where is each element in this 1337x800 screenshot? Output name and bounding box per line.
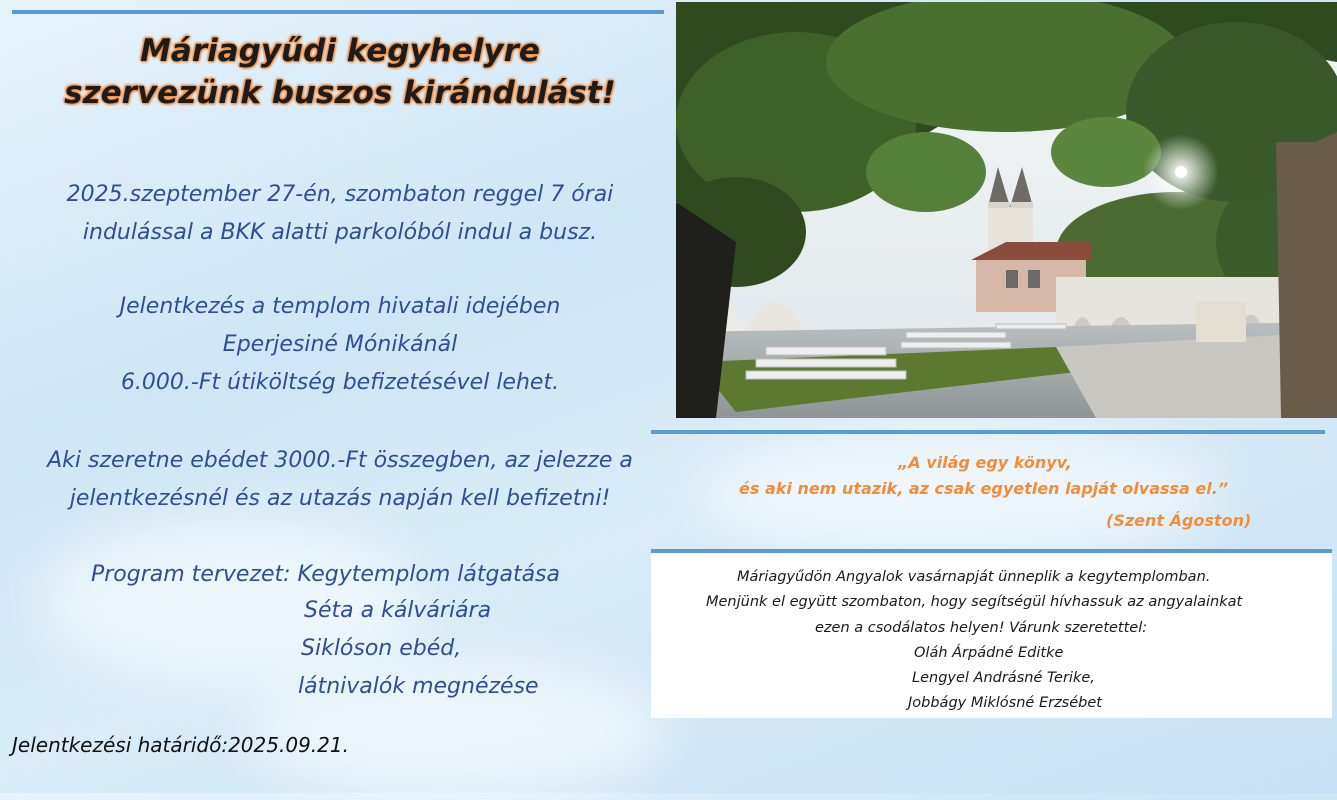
title-line-1: Máriagyűdi kegyhelyre: [140, 33, 540, 69]
program-label: Program tervezet: Kegytemplom látgatása: [91, 562, 560, 587]
quote-divider-top: [651, 430, 1325, 434]
registration-line-2: Eperjesiné Mónikánál: [222, 332, 458, 357]
signature: Lengyel Andrásné Terike,: [912, 670, 1095, 686]
lunch-line-1: Aki szeretne ebédet 3000.-Ft összegben, az jelezze a: [47, 448, 633, 473]
registration-deadline: Jelentkezési határidő:2025.09.21.: [12, 733, 349, 757]
departure-line-1: 2025.szeptember 27-én, szombaton reggel 7 órai: [66, 182, 614, 207]
registration-info: [20, 288, 660, 402]
departure-line-2: indulással a BKK alatti parkolóból indul a busz.: [82, 220, 598, 245]
top-divider: [12, 10, 664, 14]
departure-info: [20, 176, 660, 252]
program-item: Séta a kálváriára: [304, 598, 492, 623]
note-line-3: ezen a csodálatos helyen! Várunk szeretettel:: [815, 620, 1148, 636]
title-line-2: szervezünk buszos kirándulást!: [64, 75, 616, 111]
page-title: [20, 30, 660, 114]
note-line-2: Menjünk el együtt szombaton, hogy segítségül hívhassuk az angyalainkat: [706, 594, 1243, 610]
signature: Jobbágy Miklósné Erzsébet: [908, 695, 1102, 711]
quote-line-2: és aki nem utazik, az csak egyetlen lapját olvassa el.”: [739, 479, 1229, 498]
note-line-1: Máriagyűdön Angyalok vasárnapját ünneplik a kegytemplomban.: [737, 569, 1211, 585]
shrine-photo: [676, 2, 1337, 418]
quote-line-1: „A világ egy könyv,: [898, 453, 1072, 472]
signature: Oláh Árpádné Editke: [914, 645, 1064, 661]
lunch-info: [20, 442, 660, 518]
registration-line-1: Jelentkezés a templom hivatali idejében: [119, 294, 561, 319]
program-item: látnivalók megnézése: [298, 674, 539, 699]
program-item: Siklóson ebéd,: [301, 636, 462, 661]
registration-line-3: 6.000.-Ft útiköltség befizetésével lehet.: [120, 370, 560, 395]
quote-author: (Szent Ágoston): [1106, 511, 1252, 530]
lunch-line-2: jelentkezésnél és az utazás napján kell befizetni!: [69, 486, 611, 511]
